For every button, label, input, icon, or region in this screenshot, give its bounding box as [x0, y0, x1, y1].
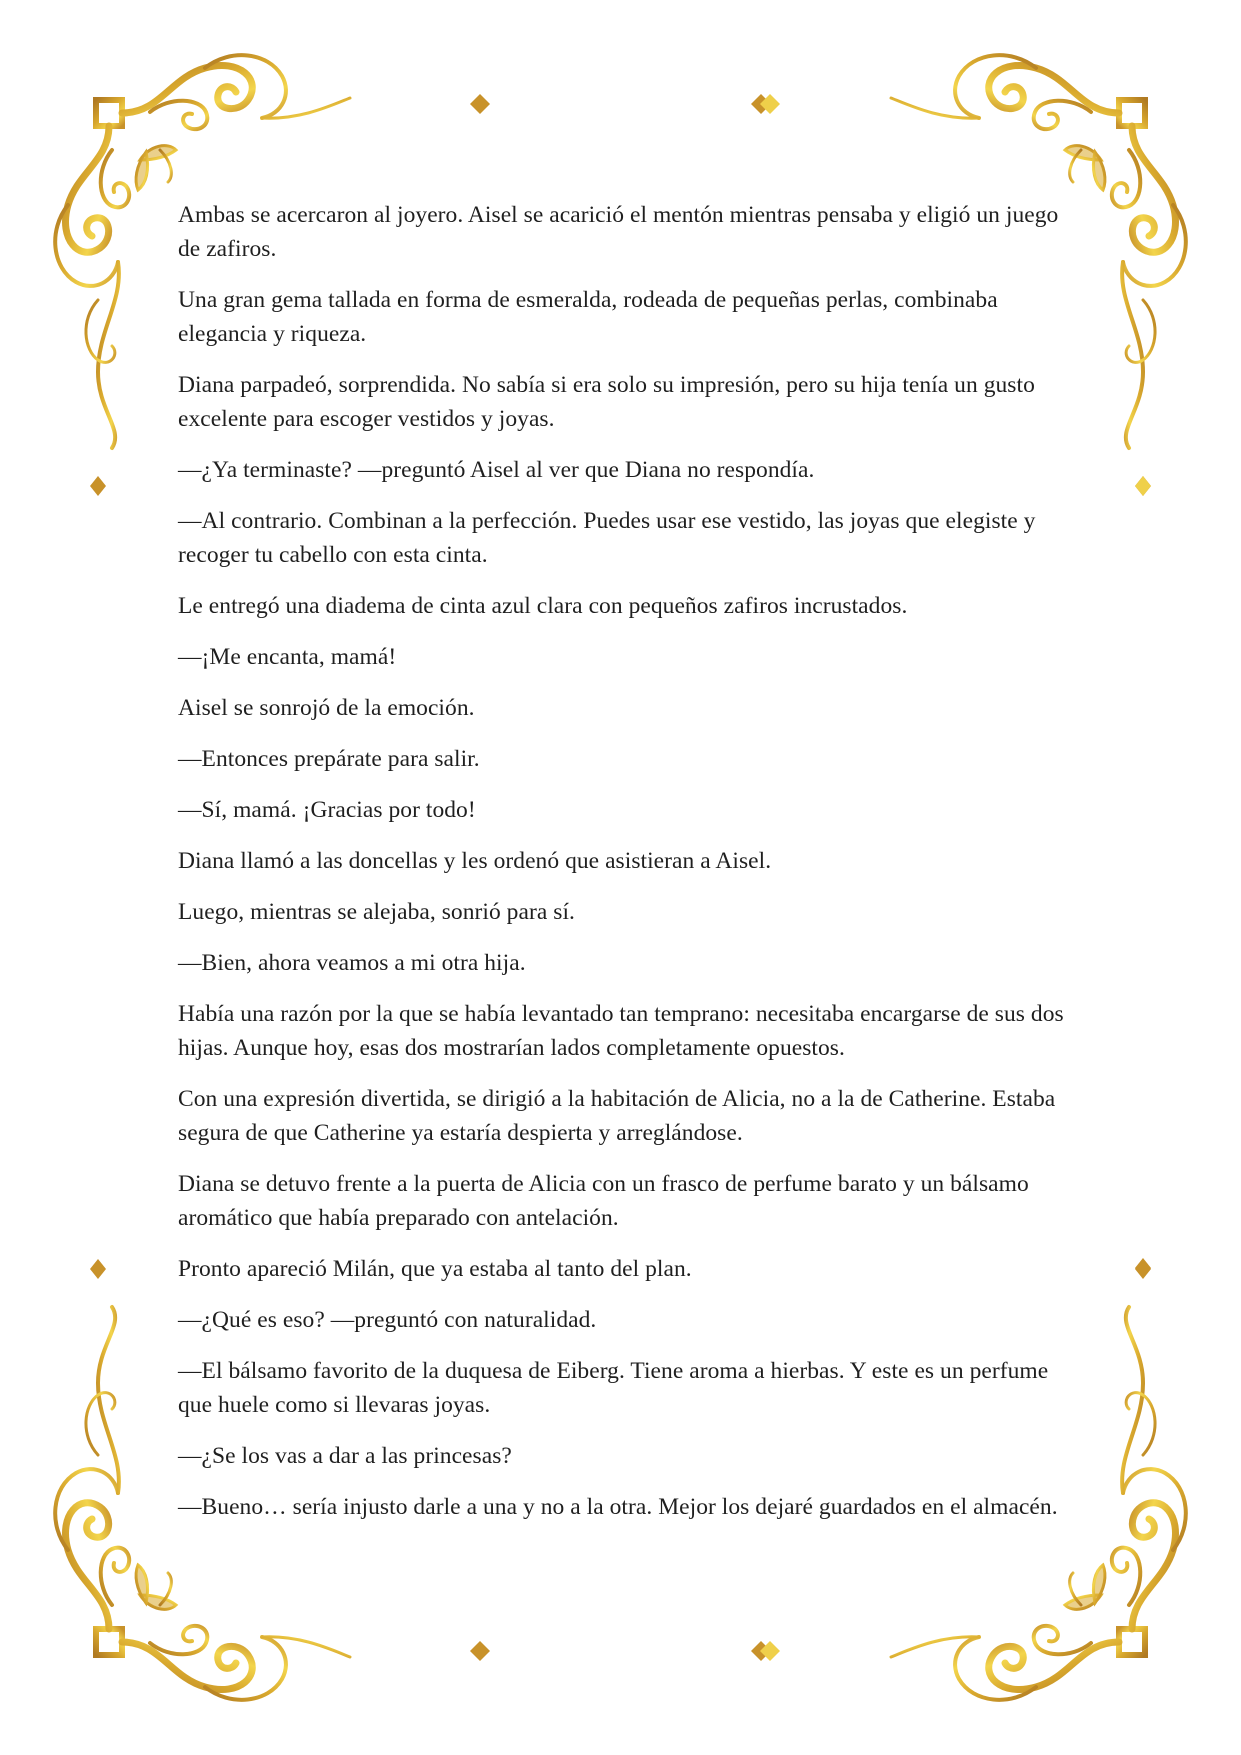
- paragraph: Ambas se acercaron al joyero. Aisel se acarició el mentón mientras pensaba y eligió un juego de zafiros.: [178, 202, 1059, 262]
- paragraph: Había una razón por la que se había levantado tan temprano: necesitaba encargarse de sus dos hijas. Aunque hoy, esas dos mostrarían lados completamente opuestos.: [178, 1001, 1064, 1061]
- paragraph: Luego, mientras se alejaba, sonrió para sí.: [178, 899, 575, 925]
- paragraph: Diana llamó a las doncellas y les ordenó que asistieran a Aisel.: [178, 848, 772, 874]
- paragraph: Aisel se sonrojó de la emoción.: [178, 695, 475, 721]
- paragraph: —Bien, ahora veamos a mi otra hija.: [178, 950, 526, 976]
- paragraph: —Al contrario. Combinan a la perfección. Puedes usar ese vestido, las joyas que elegiste y recoger tu cabello con esta cinta.: [178, 508, 1036, 568]
- paragraph: Diana parpadeó, sorprendida. No sabía si era solo su impresión, pero su hija tenía un gusto excelente para escoger vestidos y joyas.: [178, 372, 1035, 432]
- paragraph: —Sí, mamá. ¡Gracias por todo!: [178, 797, 476, 823]
- paragraph: —El bálsamo favorito de la duquesa de Eiberg. Tiene aroma a hierbas. Y este es un perfume que huele como si llevaras joyas.: [178, 1358, 1049, 1418]
- paragraph: —Entonces prepárate para salir.: [178, 746, 480, 772]
- paragraph: —Bueno… sería injusto darle a una y no a la otra. Mejor los dejaré guardados en el almacén.: [178, 1494, 1058, 1520]
- paragraph: —¿Qué es eso? —preguntó con naturalidad.: [178, 1307, 597, 1333]
- paragraph: Con una expresión divertida, se dirigió a la habitación de Alicia, no a la de Catherine. Estaba segura de que Catherine ya estaría despierta y arreglándose.: [178, 1086, 1056, 1146]
- paragraph: —¿Ya terminaste? —preguntó Aisel al ver que Diana no respondía.: [178, 457, 815, 483]
- text-body: [178, 198, 1078, 1541]
- paragraph: —¡Me encanta, mamá!: [178, 644, 397, 670]
- paragraph: —¿Se los vas a dar a las princesas?: [178, 1443, 512, 1469]
- paragraph: Una gran gema tallada en forma de esmeralda, rodeada de pequeñas perlas, combinaba elegancia y riqueza.: [178, 287, 998, 347]
- paragraph: Le entregó una diadema de cinta azul clara con pequeños zafiros incrustados.: [178, 593, 908, 619]
- paragraph: Diana se detuvo frente a la puerta de Alicia con un frasco de perfume barato y un bálsamo aromático que había preparado con antelación.: [178, 1171, 1029, 1231]
- paragraph: Pronto apareció Milán, que ya estaba al tanto del plan.: [178, 1256, 692, 1282]
